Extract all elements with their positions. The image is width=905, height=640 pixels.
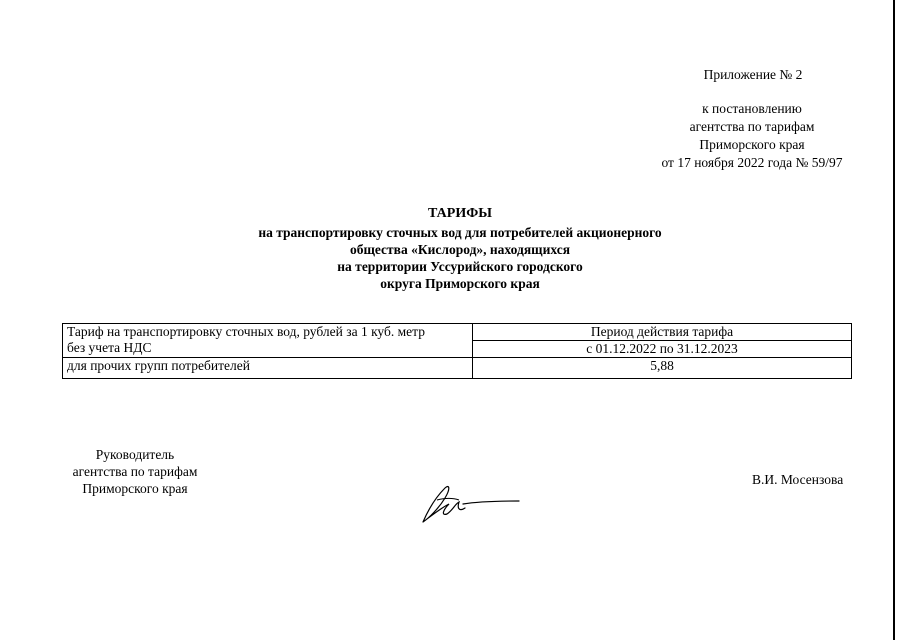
table-header-row (63, 324, 852, 341)
title-line-3: на территории Уссурийского городского (337, 259, 583, 274)
annex-line-3: Приморского края (699, 137, 805, 152)
signatory-line-3: Приморского края (82, 481, 188, 496)
annex-line-4: от 17 ноября 2022 года № 59/97 (661, 155, 843, 170)
title-line-1: на транспортировку сточных вод для потребителей акционерного (258, 225, 662, 240)
annex-reference (592, 100, 905, 172)
annex-line-1: к постановлению (702, 101, 802, 116)
signer-name: В.И. Мосензова (752, 472, 844, 487)
tariff-table (62, 323, 852, 379)
title-main: ТАРИФЫ (428, 206, 492, 221)
document-title (160, 205, 760, 292)
handwritten-signature (415, 478, 525, 528)
tariff-value-cell: 5,88 (473, 358, 852, 379)
title-line-4: округа Приморского края (380, 276, 540, 291)
header-period-cell: Период действия тарифа (473, 324, 852, 341)
consumer-group-cell: для прочих групп потребителей (63, 358, 473, 379)
signatory-line-2: агентства по тарифам (72, 464, 198, 479)
title-line-2: общества «Кислород», находящихся (349, 242, 570, 257)
header-tariff-cell (63, 324, 473, 358)
signatory-line-1: Руководитель (95, 447, 175, 462)
table-row (63, 358, 852, 379)
period-dates-cell: с 01.12.2022 по 31.12.2023 (473, 341, 852, 358)
signatory-position (40, 446, 230, 497)
annex-title: Приложение № 2 (703, 67, 803, 82)
scan-edge-line (893, 0, 895, 640)
header-tariff-line-1: Тариф на транспортировку сточных вод, рублей за 1 куб. метр (67, 324, 425, 339)
annex-line-2: агентства по тарифам (689, 119, 815, 134)
header-tariff-line-2: без учета НДС (67, 340, 152, 355)
